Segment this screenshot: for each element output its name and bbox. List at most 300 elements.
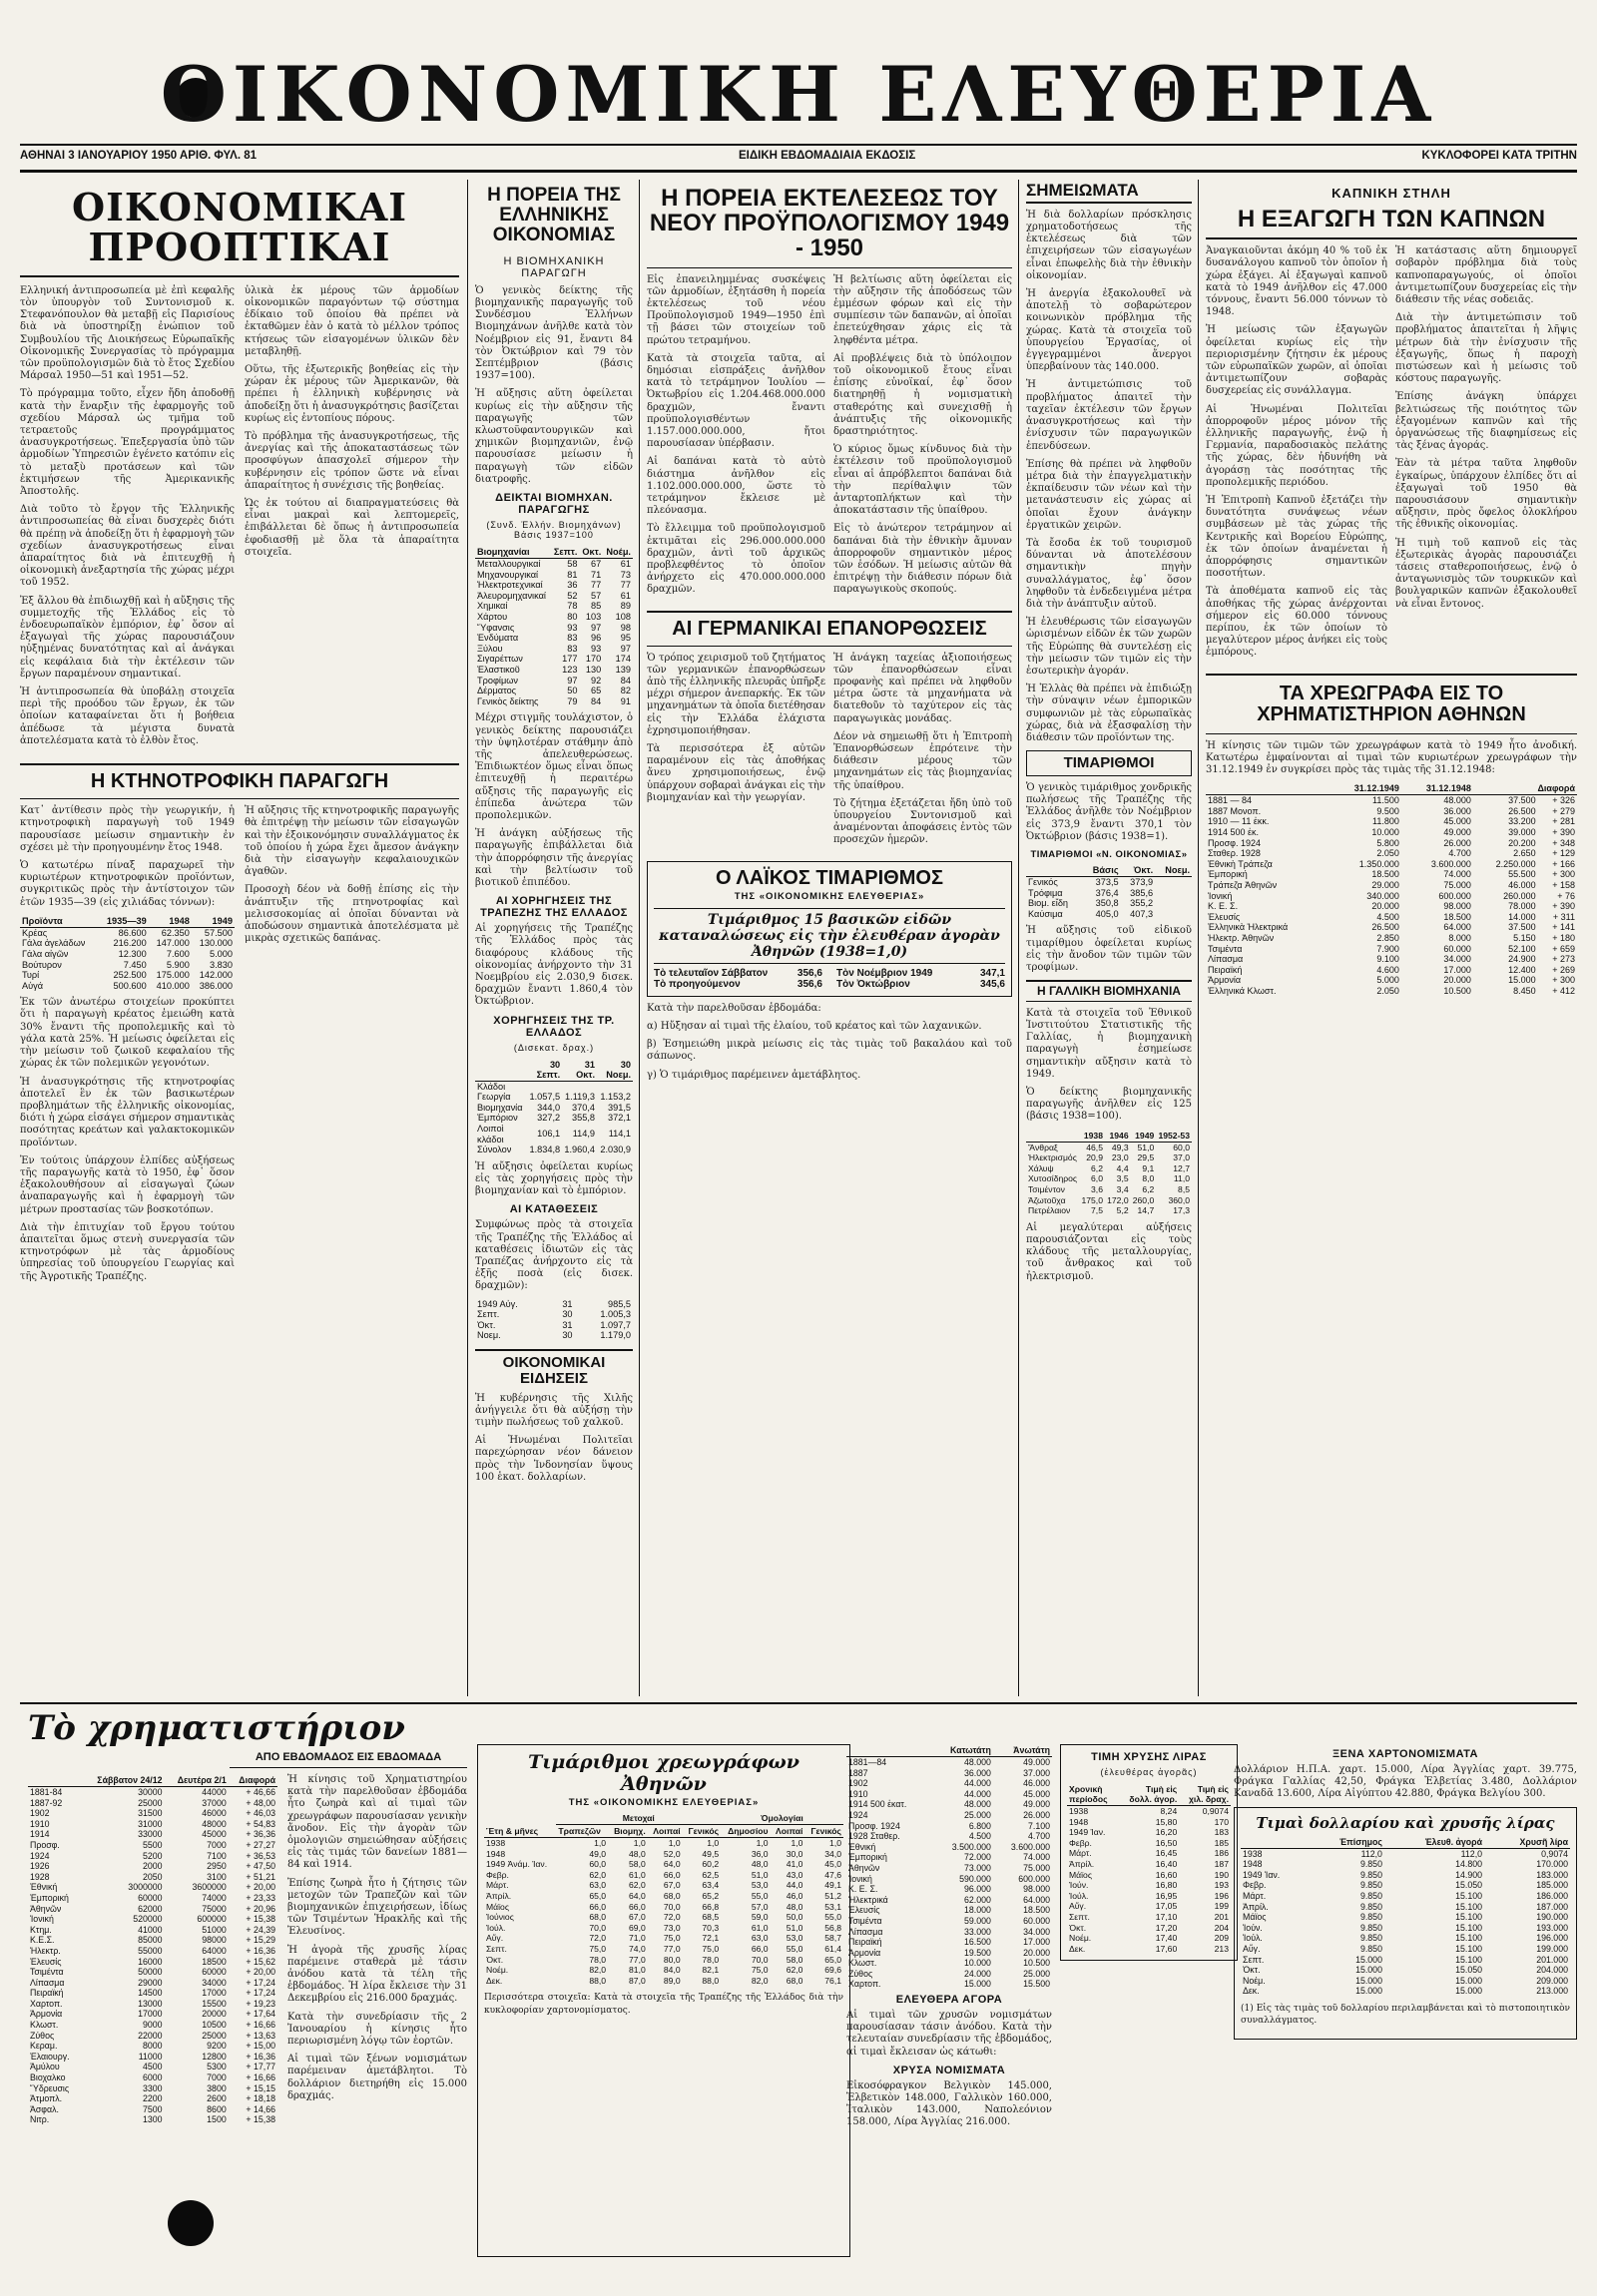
popular-index-banner: Τιμάριθμος 15 βασικῶν εἰδῶν καταναλώσεως εἰς τὴν ἐλευθέραν ἀγορὰν Ἀθηνῶν (1938=1,0) <box>654 908 1005 964</box>
price-index-cell: 72,0 <box>589 1933 607 1944</box>
bourse-row <box>28 1808 277 1819</box>
gold-cell: 16,50 <box>1155 1837 1178 1848</box>
market-cell: 1914 500 ἑκατ. <box>848 1799 907 1810</box>
industry-cell: 79 <box>567 695 578 706</box>
industry-cell: Μηχανουργικαί <box>477 569 539 580</box>
industry-cell: 93 <box>567 622 578 633</box>
wholesale-cell: 355,2 <box>1130 898 1154 909</box>
gold-row <box>1067 1859 1231 1870</box>
french-cell: 3,5 <box>1116 1173 1129 1184</box>
credit-header-2: 31 Οκτ. <box>562 1059 597 1082</box>
price-index-paragraph: Ὁ γενικὸς τιμάριθμος χονδρικῆς πωλήσεως τῆς Τραπέζης τῆς Ἑλλάδος ἀνῆλθε τὸν Νοέμβριον εἰς 373,9 ἔναντι 370,1 τὸν Ὀκτώβριον (βάσις 1938=1). <box>1026 781 1192 842</box>
french-header-1: 1938 <box>1079 1130 1105 1143</box>
market-cell: 16.500 <box>963 1937 991 1948</box>
price-index-cell: 48,0 <box>629 1848 646 1859</box>
bonds-cell: 33.200 <box>1508 816 1536 827</box>
bonds-paragraph: Ἡ κίνησις τῶν τιμῶν τῶν χρεωγράφων κατὰ τὸ 1949 ἦτο ἀνοδική. Κατωτέρω ἐμφαίνονται αἱ τιμαὶ τῶν κυριωτέρων χρεωγράφων τὴν 31.12.1949 ἐν συγκρίσει πρὸς τὰς τιμὰς τῆς 31.12.1948: <box>1206 739 1577 776</box>
fx-cell: Ἰούν. <box>1243 1922 1263 1933</box>
fx-block <box>1234 1708 1577 2046</box>
deposits-cell: 1.005,3 <box>600 1309 631 1320</box>
market-cell: 59.000 <box>963 1915 991 1926</box>
livestock-paragraph: Ὁ κατωτέρω πίναξ παραχωρεῖ τὴν κυριωτέρων κτηνοτροφικῶν προϊόντων, συγκριτικῶς πρὸς τὴν ἀντίστοιχον τῶν ἐτῶν 1935—39 (εἰς χιλιάδας τόννων): <box>20 859 235 908</box>
price-index-row <box>484 1838 843 1849</box>
market-table <box>846 1744 1052 1990</box>
bourse-cell: 45000 <box>202 1829 227 1840</box>
industry-row <box>475 580 633 591</box>
bourse-cell: + 17,24 <box>246 1988 275 1999</box>
bourse-cell: + 15,38 <box>246 2114 275 2125</box>
price-index-cell: 44,0 <box>786 1880 803 1891</box>
bourse-cell: 85000 <box>138 1935 163 1946</box>
credit-cell: 355,8 <box>572 1113 596 1124</box>
gold-cell: Ἰούν. <box>1069 1880 1089 1891</box>
price-index-cell: 80,0 <box>663 1954 681 1965</box>
column-rule-4 <box>1198 180 1199 1696</box>
market-cell: 64.000 <box>1023 1894 1050 1905</box>
wholesale-row <box>1026 909 1192 920</box>
bonds-cell: + 281 <box>1552 816 1575 827</box>
price-index-row <box>484 1870 843 1881</box>
fx-cell: 9.850 <box>1359 1869 1382 1880</box>
wholesale-cell <box>1155 876 1192 887</box>
industry-row <box>475 686 633 696</box>
fx-cell: Φεβρ. <box>1243 1880 1267 1891</box>
deposits-table <box>475 1299 633 1341</box>
french-cell: 6,2 <box>1142 1183 1155 1194</box>
bonds-cell: + 348 <box>1552 837 1575 848</box>
bonds-row <box>1206 880 1577 891</box>
bonds-cell: Ἰονική <box>1208 890 1233 901</box>
column-rule-1 <box>467 180 468 1696</box>
bonds-cell: Ἠλεκτρ. Ἀθηνῶν <box>1208 933 1275 944</box>
industry-cell: 81 <box>567 569 578 580</box>
fx-cell: 9.850 <box>1359 1912 1382 1923</box>
fx-row <box>1241 1923 1570 1934</box>
livestock-paragraph: Ἐκ τῶν ἀνωτέρω στοιχείων προκύπτει ὅτι ἡ παραγωγὴ κρέατος ἐμειώθη κατὰ 30% ἔναντι τῆς προπολεμικῆς καὶ τὸ γάλα κατὰ 25%. Ἡ μείωσις ὀφείλεται εἰς τὴν μείωσιν τοῦ ζωικοῦ κεφαλαίου τῆς χώρας ἐκ τῶν πολεμικῶν γεγονότων. <box>20 997 235 1070</box>
bourse-cell: 7000 <box>207 2072 227 2083</box>
bourse-cell: 3600000 <box>192 1882 227 1893</box>
deposits-cell: 1949 Αὐγ. <box>477 1298 518 1309</box>
price-index-cell: 51,2 <box>824 1890 841 1901</box>
livestock-header-2: 1948 <box>149 915 192 928</box>
bonds-cell: + 659 <box>1552 943 1575 954</box>
industry-cell: 83 <box>567 633 578 644</box>
gold-row <box>1067 1923 1231 1934</box>
bourse-cell: + 17,64 <box>246 2009 275 2020</box>
price-index-cell: 51,0 <box>751 1869 769 1880</box>
price-index-cell: 82,1 <box>702 1965 720 1976</box>
market-row <box>846 1895 1052 1906</box>
bourse-row <box>28 2114 277 2125</box>
price-index-cell: 67,0 <box>663 1880 681 1891</box>
fx-row <box>1241 1912 1570 1923</box>
index-value-october: 345,6 <box>979 978 1005 990</box>
deposits-cell: 31 <box>562 1319 573 1330</box>
industry-header-3: Νοέμ. <box>603 546 633 559</box>
deposits-cell: 31 <box>562 1298 573 1309</box>
fx-cell: Μάϊος <box>1243 1912 1267 1923</box>
fx-header-1: Ἐπίσημος <box>1309 1836 1384 1849</box>
livestock-row <box>20 949 235 960</box>
french-cell: 360,0 <box>1168 1194 1190 1205</box>
bonds-cell: Λίπασμα <box>1208 954 1244 965</box>
bonds-cell: 78.000 <box>1508 901 1536 912</box>
industry-cell: Χημικαί <box>477 601 508 612</box>
index-paragraph: α) Ηὔξησαν αἱ τιμαὶ τῆς ἐλαίου, τοῦ κρέατος καὶ τῶν λαχανικῶν. <box>647 1020 982 1032</box>
bourse-cell: 30000 <box>138 1787 163 1797</box>
fx-cell: Σεπτ. <box>1243 1954 1265 1965</box>
bourse-cell: 17000 <box>202 1988 227 1999</box>
market-cell: 36.000 <box>963 1767 991 1778</box>
fx-cell: 9.850 <box>1359 1880 1382 1891</box>
price-index-cell: 84,0 <box>663 1965 681 1976</box>
bourse-row <box>28 1798 277 1809</box>
column-rule-2 <box>639 180 640 1696</box>
index-value-last-saturday: 356,6 <box>797 967 822 979</box>
bonds-cell: 10.500 <box>1443 985 1471 996</box>
dateline-edition: ΕΙΔΙΚΗ ΕΒΔΟΜΑΔΙΑΙΑ ΕΚΔΟΣΙΣ <box>739 150 916 162</box>
fx-cell: 187.000 <box>1536 1901 1568 1912</box>
industry-header-0: Βιομηχανίαι <box>475 546 551 559</box>
livestock-row <box>20 970 235 981</box>
bonds-cell: 12.400 <box>1508 964 1536 975</box>
french-cell: 4,4 <box>1116 1162 1129 1173</box>
market-cell: 44.000 <box>963 1778 991 1789</box>
fx-cell: 15.000 <box>1355 1975 1382 1986</box>
bonds-cell: 46.000 <box>1508 880 1536 891</box>
industry-cell: 84 <box>620 675 631 686</box>
wholesale-row <box>1026 898 1192 909</box>
bonds-cell: + 129 <box>1552 848 1575 859</box>
price-index-cell: 77,0 <box>629 1954 646 1965</box>
market-cell: 25.000 <box>1023 1968 1050 1979</box>
fx-cell: 9.850 <box>1359 1901 1382 1912</box>
fx-cell: 185.000 <box>1536 1880 1568 1891</box>
index-label-previous: Τὸ προηγούμενον <box>654 978 741 990</box>
bourse-paragraph: Ἡ κίνησις τοῦ Χρηματιστηρίου κατὰ τὴν παρελθοῦσαν ἑβδομάδα ἦτο ζωηρὰ καὶ αἱ τιμαὶ τῶν χρεωγράφων παρουσίασαν γενικὴν ἄνοδον. Εἰς τὴν ἀγορὰν τῶν ὁμολογιῶν σημειώθησαν αὐξήσεις εἰς τὰς τιμάς τῶν δανείων 1881—84 καὶ 1914. <box>287 1774 467 1871</box>
livestock-header-3: 1949 <box>192 915 235 928</box>
bourse-cell: 11000 <box>138 2051 163 2062</box>
bonds-cell: 2.250.000 <box>1495 858 1536 869</box>
french-industry-headline: Η ΓΑΛΛΙΚΗ ΒΙΟΜΗΧΑΝΙΑ <box>1026 980 1192 1002</box>
credit-table-note: (Δισεκατ. δραχ.) <box>513 1042 595 1053</box>
gold-cell: Ἀπρίλ. <box>1069 1858 1095 1869</box>
bourse-cell: 41000 <box>138 1924 163 1935</box>
outlook-paragraph: Διὰ τοῦτο τὸ ἔργον τῆς Ἑλληνικῆς ἀντιπροσωπείας θὰ εἶναι δυσχερὲς διότι θὰ πρέπῃ νὰ ἀποδείξῃ ὅτι ἡ ἐφαρμογὴ τῶν σχεδίων ἀνασυγκροτήσεως εἶναι ἀπαραίτητος διὰ νὰ ἐπιτευχθῇ ἡ οἰκονομικὴ ἀνεξαρτησία τῆς χώρας μέχρι τοῦ 1952. <box>20 504 235 589</box>
industry-cell: 57 <box>591 590 602 601</box>
bourse-row <box>28 2104 277 2115</box>
bonds-row <box>1206 806 1577 817</box>
fx-cell: 112,0 <box>1460 1848 1483 1859</box>
industry-cell: 78 <box>567 601 578 612</box>
fx-cell: 213.000 <box>1536 1986 1568 1997</box>
fx-cell: 15.000 <box>1355 1965 1382 1976</box>
budget-paragraph: Εἰς τὸ ἀνώτερον τετράμηνον αἱ δαπάναι διὰ τὴν ἐθνικὴν ἄμυναν ἀπορροφοῦν σημαντικὸν μέρος τῶν ἐσόδων. Ἡ μείωσις αὐτῶν θὰ ἐπιτρέψῃ τὴν διάθεσιν πόρων διὰ παραγωγικοὺς σκοπούς. <box>833 523 1012 596</box>
price-index-cell: 70,0 <box>751 1954 769 1965</box>
market-row <box>846 1884 1052 1895</box>
gold-row <box>1067 1848 1231 1859</box>
market-cell: 34.000 <box>1023 1926 1050 1937</box>
gold-cell: 16,20 <box>1155 1827 1178 1838</box>
price-index-cell: 30,0 <box>786 1848 803 1859</box>
price-index-row <box>484 1976 843 1987</box>
index-paragraph: γ) Ὁ τιμάριθμος παρέμεινεν ἀμετάβλητος. <box>647 1069 861 1081</box>
bonds-cell: 1910 — 11 ἐκκ. <box>1208 816 1270 827</box>
bourse-cell: 5300 <box>207 2062 227 2072</box>
gold-cell: 8,24 <box>1160 1806 1178 1816</box>
credit-cell: 370,4 <box>572 1102 596 1113</box>
fx-cell: 170.000 <box>1536 1859 1568 1870</box>
bourse-cell: 9000 <box>142 2020 163 2031</box>
market-row <box>846 1842 1052 1853</box>
gold-col-period: Χρονικὴ περίοδος <box>1067 1783 1126 1806</box>
industry-cell: 67 <box>591 559 602 570</box>
price-index-cell: 78,0 <box>589 1954 607 1965</box>
bonds-row <box>1206 838 1577 849</box>
budget-paragraph: Αἱ δαπάναι κατὰ τὸ αὐτὸ διάστημα ἀνῆλθον εἰς 1.102.000.000.000, ὥστε τὸ τετράμηνον ἔκλεισε μὲ πλεόνασμα. <box>647 456 825 517</box>
economic-outlook-article <box>20 182 459 1693</box>
gold-col-drachma: Τιμὴ εἰς χιλ. δραχ. <box>1179 1783 1231 1806</box>
industry-cell: 61 <box>620 559 631 570</box>
market-row <box>846 1799 1052 1810</box>
bourse-row <box>28 1904 277 1915</box>
market-row <box>846 1757 1052 1768</box>
market-cell: 18.500 <box>1023 1905 1050 1916</box>
bonds-cell: 26.000 <box>1443 837 1471 848</box>
bourse-cell: 31000 <box>138 1818 163 1829</box>
popular-index-subtitle: ΤΗΣ «ΟΙΚΟΝΟΜΙΚΗΣ ΕΛΕΥΘΕΡΙΑΣ» <box>734 890 925 902</box>
livestock-cell: 252.500 <box>113 970 147 981</box>
price-index-header-3: Γενικός <box>683 1825 722 1838</box>
bonds-headline: ΤΑ ΧΡΕΩΓΡΑΦΑ ΕΙΣ ΤΟ ΧΡΗΜΑΤΙΣΤΗΡΙΟΝ ΑΘΗΝΩΝ <box>1206 674 1577 734</box>
gold-row <box>1067 1944 1231 1955</box>
bourse-cell: + 16,66 <box>246 2020 275 2031</box>
bourse-headline: Τὸ χρηματιστήριον <box>28 1708 405 1748</box>
fx-cell: 196.000 <box>1536 1933 1568 1944</box>
price-index-cell: 49,1 <box>824 1880 841 1891</box>
budget-article <box>647 182 1012 1693</box>
outlook-paragraph: Ελληνική ἀντιπροσωπεία μὲ ἐπὶ κεφαλῆς τὸν ὑπουργὸν τοῦ Συντονισμοῦ κ. Στεφανόπουλον θὰ μεταβῇ εἰς Παρισίους διὰ νὰ ὑποστηρίξῃ ἐνώπιον τοῦ Συμβουλίου τῆς Διοικήσεως Εὐρωπαϊκῆς Οἰκονομικῆς Συνεργασίας τὸ πρόγραμμα τῶν προϋπολογισμῶν διὰ τὸ ἔτος Σχεδίου Μάρσαλ 1950—51 καὶ 1951—52. <box>20 284 235 382</box>
price-index-cell: 88,0 <box>702 1975 720 1986</box>
bourse-row <box>28 1946 277 1957</box>
fx-cell: 15.100 <box>1455 1890 1483 1901</box>
bourse-row <box>28 1893 277 1904</box>
french-row <box>1026 1152 1192 1163</box>
french-cell: 6,0 <box>1091 1173 1103 1184</box>
deposits-row <box>475 1320 633 1331</box>
bourse-cell: 31500 <box>138 1808 163 1819</box>
wholesale-cell: 376,4 <box>1095 887 1119 898</box>
bourse-cell: 55000 <box>138 1945 163 1956</box>
bourse-cell: + 19,23 <box>246 1998 275 2009</box>
price-index-cell: 69,6 <box>824 1965 841 1976</box>
french-row <box>1026 1173 1192 1184</box>
wholesale-cell: 405,0 <box>1095 908 1119 919</box>
french-header-2: 1946 <box>1105 1130 1131 1143</box>
price-index-row <box>484 1912 843 1923</box>
bonds-cell: 48.000 <box>1443 795 1471 806</box>
price-index-cell: Ἰούνιος <box>486 1912 514 1923</box>
economic-news-paragraph: Ἡ κυβέρνησις τῆς Χιλῆς ἀνήγγειλε ὅτι θὰ αὐξήσῃ τὴν τιμὴν πωλήσεως τοῦ χαλκοῦ. <box>475 1392 633 1428</box>
bonds-cell: 1.350.000 <box>1358 858 1399 869</box>
market-cell: 4.500 <box>968 1831 991 1842</box>
wholesale-cell: 373,5 <box>1095 876 1119 887</box>
greek-economy-paragraph: Μέχρι στιγμῆς τουλάχιστον, ὁ γενικὸς δείκτης παρουσιάζει τὴν ὑψηλοτέραν στάθμην ἀπὸ τῆς ἀπελευθερώσεως. Ἐπιδιωκτέον ὅμως εἶναι ὅπως ἐπιτευχθῇ ἡ περαιτέρω αὔξησις τῆς παραγωγῆς εἰς ἐπίπεδα ἀνώτερα τῶν προπολεμικῶν. <box>475 712 633 821</box>
bourse-cell: Ἐλευσίς <box>30 1956 62 1967</box>
bourse-cell: 1924 <box>30 1850 50 1861</box>
market-cell: Ἐθνική <box>848 1841 876 1852</box>
bourse-cell: + 36,36 <box>246 1829 275 1840</box>
bond-price-index-note: Περισσότερα στοιχεῖα: Κατὰ τὰ στοιχεῖα τῆς Τραπέζης τῆς Ἑλλάδος διὰ τὴν κυκλοφορίαν χαρτονομίσματος. <box>484 1993 843 2016</box>
bonds-cell: 26.500 <box>1371 922 1399 933</box>
livestock-cell: Κρέας <box>22 927 48 938</box>
market-row <box>846 1937 1052 1948</box>
price-index-cell: Φεβρ. <box>486 1869 509 1880</box>
french-cell: 5,2 <box>1116 1205 1129 1216</box>
industry-row <box>475 676 633 687</box>
economic-news-headline: ΟΙΚΟΝΟΜΙΚΑΙ ΕΙΔΗΣΕΙΣ <box>475 1349 633 1387</box>
fx-cell: 201.000 <box>1536 1954 1568 1965</box>
french-cell: 17,3 <box>1173 1205 1190 1216</box>
fx-cell: 15.000 <box>1455 1986 1483 1997</box>
price-index-group-shares: Μετοχαί <box>556 1812 721 1825</box>
livestock-header-0: Προϊόντα <box>20 915 98 928</box>
bonds-col-1948: 31.12.1948 <box>1401 782 1473 795</box>
notes-paragraph: Ἡ Ἑλλὰς θὰ πρέπει νὰ ἐπιδιώξῃ τὴν σύναψιν νέων ἐμπορικῶν συμφωνιῶν μὲ τὰς εὐρωπαϊκὰς χώρας, διὰ νὰ ἐξασφαλίσῃ τὴν διάθεσιν τῶν προϊόντων της. <box>1026 684 1192 743</box>
price-index-cell: 1,0 <box>707 1838 720 1848</box>
tobacco-kicker: ΚΑΠΝΙΚΗ ΣΤΗΛΗ <box>1331 186 1451 201</box>
market-cell: Ἐμπορική <box>848 1852 887 1863</box>
industry-cell: 61 <box>620 590 631 601</box>
gold-price-subtitle: (ἐλευθέρας ἀγορᾶς) <box>1100 1767 1198 1777</box>
price-index-row <box>484 1944 843 1955</box>
bonds-cell: 8.000 <box>1448 933 1471 944</box>
industry-cell: 77 <box>591 580 602 591</box>
market-cell: 10.000 <box>963 1958 991 1969</box>
market-header-1: Κατωτάτη <box>931 1744 992 1757</box>
bourse-cell: Ἰονική <box>30 1914 54 1925</box>
industry-cell: 123 <box>562 665 578 675</box>
french-cell: Ἄνθραξ <box>1028 1142 1058 1152</box>
fx-cell: Ὀκτ. <box>1243 1965 1261 1976</box>
market-cell: 19.500 <box>963 1947 991 1958</box>
gold-row <box>1067 1870 1231 1881</box>
gold-cell: Μάρτ. <box>1069 1848 1092 1859</box>
price-index-cell: 62,0 <box>786 1965 803 1976</box>
fx-row <box>1241 1976 1570 1987</box>
bourse-cell: Κ.Ε.Σ. <box>30 1935 55 1946</box>
french-cell: 9,1 <box>1142 1162 1155 1173</box>
bourse-cell: + 17,77 <box>246 2062 275 2072</box>
bourse-cell: 9200 <box>207 2041 227 2052</box>
market-cell: 15.000 <box>963 1979 991 1990</box>
livestock-cell: 62.350 <box>161 927 190 938</box>
greek-economy-paragraph: Ὁ γενικὸς δείκτης τῆς βιομηχανικῆς παραγωγῆς τοῦ Συνδέσμου Ἑλλήνων Βιομηχάνων ἀνῆλθε κατὰ τὸν Νοέμβριον εἰς 91, ἔναντι 84 τὸν Ὀκτώβριον καὶ 79 τὸν Σεπτέμβριον (βάσις 1937=100). <box>475 284 633 382</box>
fx-row <box>1241 1891 1570 1902</box>
credit-header-0 <box>475 1059 526 1082</box>
bourse-cell: Ἐμπορική <box>30 1892 69 1903</box>
french-row <box>1026 1184 1192 1195</box>
industry-cell: 103 <box>585 612 602 623</box>
bourse-row <box>28 1914 277 1925</box>
bonds-cell: 10.000 <box>1371 827 1399 838</box>
bourse-cell: 1928 <box>30 1871 50 1882</box>
bourse-cell: Βιοχαλκο <box>30 2072 66 2083</box>
bourse-cell: 1914 <box>30 1829 50 1840</box>
gold-row <box>1067 1806 1231 1817</box>
french-cell: 7,5 <box>1091 1205 1103 1216</box>
fx-row <box>1241 1902 1570 1913</box>
greek-economy-paragraph: Αἱ χορηγήσεις τῆς Τραπέζης τῆς Ἑλλάδος πρὸς τὰς διαφόρους κλάδους τῆς οἰκονομίας ἀνήρχοντο τὴν 31 Νοεμβρίου εἰς 2.030,9 δισεκ. δραχμῶν ἔναντι 1.860,4 τὸν Ὀκτώβριον. <box>475 923 633 1008</box>
fx-cell: 9.850 <box>1359 1933 1382 1944</box>
bourse-cell: Ἐλαιουργ. <box>30 2051 70 2062</box>
fx-row <box>1241 1955 1570 1966</box>
gold-cell: 1938 <box>1069 1806 1089 1816</box>
bourse-cell: Ἀσφαλ. <box>30 2103 59 2114</box>
market-cell: 75.000 <box>1023 1862 1050 1873</box>
market-cell: 26.000 <box>1023 1809 1050 1820</box>
french-industry-paragraph: Αἱ μεγαλύτεραι αὐξήσεις παρουσιάζονται εἰς τοὺς κλάδους τῆς μεταλλουργίας, τοῦ ἄνθρακος καὶ τοῦ ἠλεκτρισμοῦ. <box>1026 1221 1192 1282</box>
price-index-header-6: Γενικός <box>804 1825 843 1838</box>
bourse-cell: + 20,00 <box>246 1967 275 1978</box>
bonds-cell: 64.000 <box>1443 922 1471 933</box>
gold-cell: 1948 <box>1069 1816 1089 1827</box>
price-index-row <box>484 1955 843 1966</box>
gold-cell: 204 <box>1214 1922 1229 1933</box>
market-row <box>846 1948 1052 1959</box>
masthead-title: ΟΙΚΟΝΟΜΙΚΗ ΕΛΕΥΘΕΡΙΑ <box>160 50 1437 139</box>
fx-row <box>1241 1944 1570 1955</box>
livestock-paragraph: Ἡ ἀνασυγκρότησις τῆς κτηνοτροφίας ἀποτελεῖ ἓν ἐκ τῶν βασικωτέρων προβλημάτων τῆς ἑλληνικῆς οἰκονομίας, διότι ἡ χώρα εἰσάγει σήμερον σημαντικὰς ποσότητας κρεάτων καὶ γαλακτοκομικῶν προϊόντων. <box>20 1076 235 1148</box>
gold-cell: 17,10 <box>1155 1911 1178 1922</box>
price-index-cell: Ὀκτ. <box>486 1954 504 1965</box>
market-row <box>846 1969 1052 1980</box>
bonds-col-name <box>1206 782 1330 795</box>
bourse-cell: 7000 <box>207 1839 227 1850</box>
industry-cell: 58 <box>567 559 578 570</box>
industry-cell: 91 <box>620 695 631 706</box>
price-index-cell: 62,0 <box>589 1869 607 1880</box>
french-cell: 51,0 <box>1137 1142 1155 1152</box>
bonds-cell: 340.000 <box>1366 890 1399 901</box>
livestock-paragraph: Προσοχὴ δέον νὰ δοθῇ ἐπίσης εἰς τὴν ἀνάπτυξιν τῆς πτηνοτροφίας καὶ μελισσοκομίας αἱ ὁποῖαι δύνανται νὰ ἀποδώσουν σημαντικὰ ἀποτελέσματα μὲ μικρὰς σχετικῶς δαπάνας. <box>245 884 459 945</box>
fx-cell: 199.000 <box>1536 1943 1568 1954</box>
gold-coins-paragraph: Εἰκοσόφραγκον Βελγικὸν 145.000, Ἑλβετικὸν 148.000, Γαλλικὸν 160.000, Ἰταλικὸν 143.000, Ναπολεόνιον 158.000, Λίρα Ἀγγλίας 216.000. <box>846 2079 1052 2128</box>
industry-header-1: Σεπτ. <box>551 546 580 559</box>
price-index-cell: 70,0 <box>589 1922 607 1933</box>
fx-cell: Ἰούλ. <box>1243 1933 1263 1944</box>
price-index-cell: 82,0 <box>751 1975 769 1986</box>
bourse-cell: 1902 <box>30 1808 50 1819</box>
bourse-cell: + 15,29 <box>246 1935 275 1946</box>
market-cell: 49.000 <box>1023 1757 1050 1767</box>
bourse-row <box>28 1925 277 1936</box>
french-header-3: 1949 <box>1131 1130 1157 1143</box>
bourse-cell: 60000 <box>138 1892 163 1903</box>
bonds-cell: 29.000 <box>1371 880 1399 891</box>
index-paragraph: Κατὰ τὴν παρελθοῦσαν ἑβδομάδα: <box>647 1002 821 1014</box>
notes-paragraph: Ἡ ἀντιμετώπισις τοῦ προβλήματος ἀπαιτεῖ τὴν ταχεῖαν ἐκτέλεσιν τῶν ἔργων ἀνασυγκροτήσεως καὶ τὴν ἐνίσχυσιν τῶν παραγωγικῶν ἐπενδύσεων. <box>1026 379 1192 452</box>
fx-cell: 15.100 <box>1455 1943 1483 1954</box>
credit-cell: Γεωργία <box>477 1092 511 1103</box>
market-cell: Ἀθηνῶν <box>848 1862 880 1873</box>
industry-cell: 98 <box>620 622 631 633</box>
bourse-cell: 98000 <box>202 1935 227 1946</box>
deposits-cell: Σεπτ. <box>477 1309 500 1320</box>
market-cell: Χαρτοπ. <box>848 1979 881 1990</box>
budget-paragraph: Κατὰ τὰ στοιχεῖα ταῦτα, αἱ δημόσιαι εἰσπράξεις ἀνῆλθον κατὰ τὸ τετράμηνον Ἰουλίου — Ὀκτωβρίου εἰς 1.204.468.000.000 δραχμῶν, ἔναντι προϋπολογισθέντων 1.157.000.000.000, ἤτοι παρουσίασαν ὑπέρβασιν. <box>647 352 825 450</box>
bourse-row <box>28 1840 277 1851</box>
